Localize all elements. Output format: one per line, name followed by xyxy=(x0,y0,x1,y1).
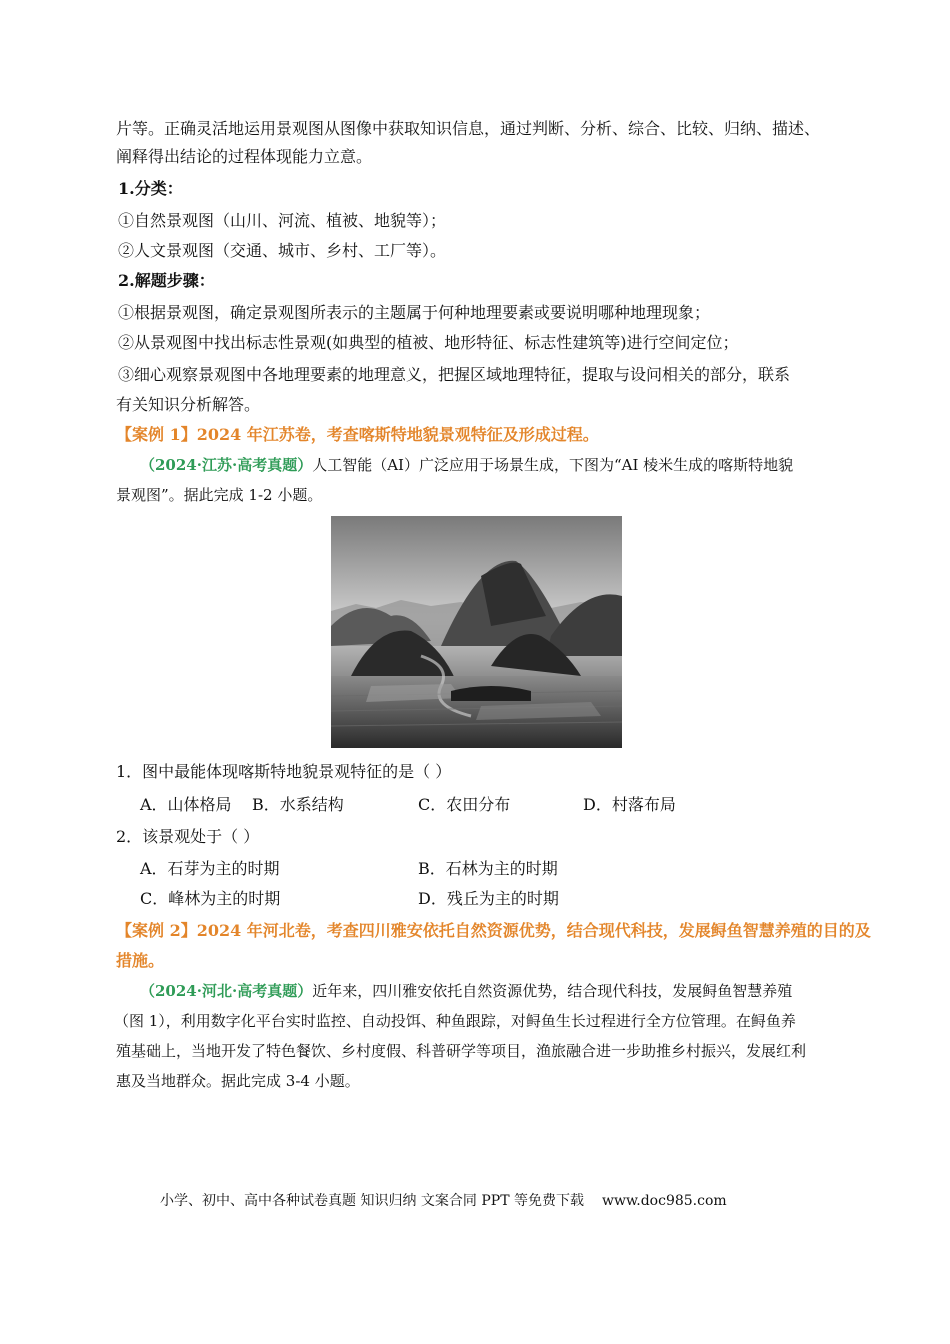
intro-line-2: 阐释得出结论的过程体现能力立意。 xyxy=(116,147,373,166)
question-1-stem: 1．图中最能体现喀斯特地貌景观特征的是（ ） xyxy=(116,762,452,781)
page-footer xyxy=(160,1191,727,1211)
question-2-option-d: D．残丘为主的时期 xyxy=(418,889,559,908)
case-2-stem-line-2: （图 1），利用数字化平台实时监控、自动投饵、种鱼跟踪，对鲟鱼生长过程进行全方位管理。在鲟鱼养 xyxy=(114,1012,796,1030)
steps-item-2: ②从景观图中找出标志性景观(如典型的植被、地形特征、标志性建筑等)进行空间定位； xyxy=(118,333,739,352)
steps-item-3-line-2: 有关知识分析解答。 xyxy=(116,395,261,414)
classification-item-natural: ①自然景观图（山川、河流、植被、地貌等）； xyxy=(118,211,447,230)
case-1-source-tag: （2024·江苏·高考真题） xyxy=(140,456,313,474)
case-1-stem-line-1 xyxy=(140,454,793,476)
question-2-option-c: C．峰林为主的时期 xyxy=(140,889,281,908)
case-2-stem-line-4: 惠及当地群众。据此完成 3-4 小题。 xyxy=(116,1072,360,1090)
case-2-stem-line-3: 殖基础上，当地开发了特色餐饮、乡村度假、科普研学等项目，渔旅融合进一步助推乡村振兴，发展红利 xyxy=(116,1042,807,1060)
case-2-title-line-1: 【案例 2】2024 年河北卷，考查四川雅安依托自然资源优势，结合现代科技，发展鲟鱼智慧养殖的目的及 xyxy=(116,921,871,940)
case-2-stem-text: 近年来，四川雅安依托自然资源优势，结合现代科技，发展鲟鱼智慧养殖 xyxy=(312,982,793,1000)
case-1-stem-line-2: 景观图”。据此完成 1-2 小题。 xyxy=(116,486,323,504)
question-1-option-d: D．村落布局 xyxy=(583,795,676,814)
footer-text: 小学、初中、高中各种试卷真题 知识归纳 文案合同 PPT 等免费下载 xyxy=(160,1193,584,1209)
intro-line-1: 片等。正确灵活地运用景观图从图像中获取知识信息，通过判断、分析、综合、比较、归纳、描述、 xyxy=(116,119,821,138)
steps-heading: 2.解题步骤： xyxy=(118,271,215,290)
question-2-option-a: A．石芽为主的时期 xyxy=(140,859,280,878)
steps-item-1: ①根据景观图，确定景观图所表示的主题属于何种地理要素或要说明哪种地理现象； xyxy=(118,303,711,322)
classification-item-human: ②人文景观图（交通、城市、乡村、工厂等）。 xyxy=(118,241,447,260)
case-1-stem-text: 人工智能（AI）广泛应用于场景生成，下图为“AI 棱米生成的喀斯特地貌 xyxy=(312,456,794,474)
karst-landscape-image xyxy=(331,516,622,748)
classification-heading: 1.分类： xyxy=(118,179,183,198)
question-1-option-a: A．山体格局 xyxy=(140,795,232,814)
case-2-source-tag: （2024·河北·高考真题） xyxy=(140,982,313,1000)
case-2-title-line-2: 措施。 xyxy=(116,951,165,970)
case-2-stem-line-1 xyxy=(140,980,792,1002)
question-2-option-b: B．石林为主的时期 xyxy=(418,859,558,878)
case-1-title: 【案例 1】2024 年江苏卷，考查喀斯特地貌景观特征及形成过程。 xyxy=(116,425,599,444)
question-2-stem: 2．该景观处于（ ） xyxy=(116,827,260,846)
steps-item-3-line-1: ③细心观察景观图中各地理要素的地理意义，把握区域地理特征，提取与设问相关的部分，联系 xyxy=(118,365,791,384)
question-1-option-c: C．农田分布 xyxy=(418,795,511,814)
footer-url[interactable]: www.doc985.com xyxy=(601,1193,727,1209)
question-1-option-b: B．水系结构 xyxy=(252,795,344,814)
